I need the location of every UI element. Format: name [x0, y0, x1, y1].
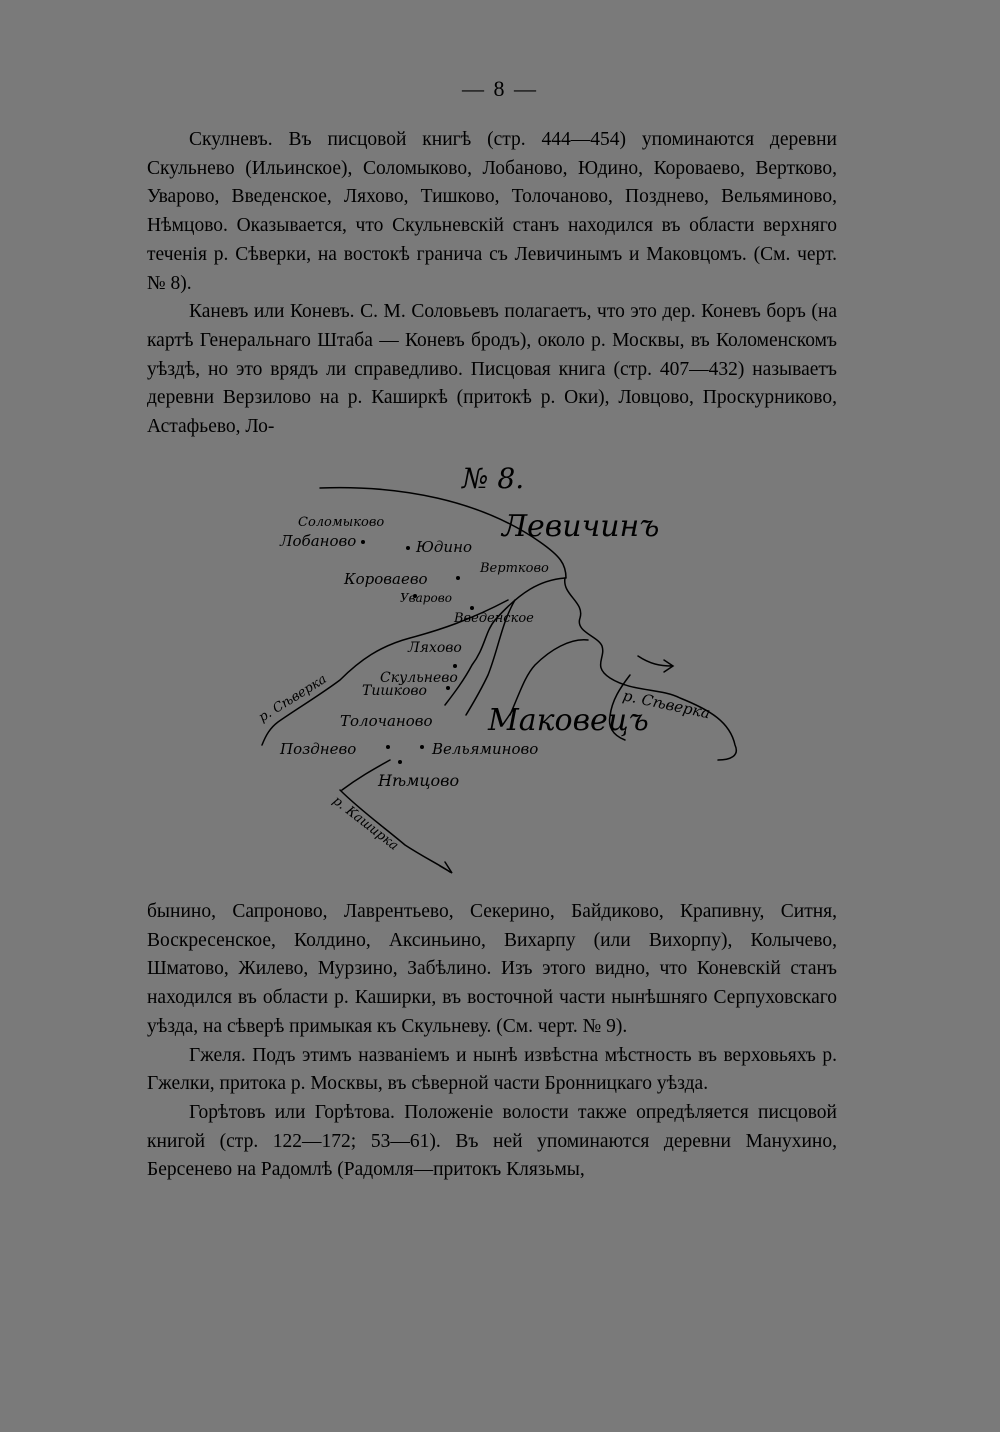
map-label-river-west: р. Сѣверка [256, 671, 330, 726]
map-label-yudino: Юдино [416, 538, 472, 556]
map-label-lyakhovo: Ляхово [408, 640, 462, 656]
map-label-lobanovo: Лобаново [280, 532, 357, 550]
text-block-top [147, 126, 837, 442]
paragraph-skulnev: Скулневъ. Въ писцовой книгѣ (стр. 444—454) упоминаются деревни Скульнево (Ильинское), Соломыково, Лобаново, Юдино, Короваево, Вертково, Уварово, Введенское, Ляхово, Тишково, Толочаново, Позднево, Вельяминово, Нѣмцово. Оказывается, что Скульневскій станъ находился въ области верхняго теченія р. Сѣверки, на востокѣ гранича съ Левичинымъ и Маковцомъ. (См. черт. № 8). [147, 129, 837, 294]
map-label-solomykovo: Соломыково [298, 515, 385, 530]
river-arrow-east [638, 656, 673, 672]
map-label-skulnevo: Скульнево [380, 670, 458, 686]
paragraph-gzhelya: Гжеля. Подъ этимъ названіемъ и нынѣ извѣстна мѣстность въ верховьяхъ р. Гжелки, притока р. Москвы, въ сѣверной части Бронницкаго уѣзда. [147, 1044, 837, 1095]
paragraph-goretov: Горѣтовъ или Горѣтова. Положеніе волости также опредѣляется писцовой книгой (стр. 122—172; 53—61). Въ ней упоминаются деревни Манухино, Берсенево на Радомлѣ (Радомля—притокъ Клязьмы, [147, 1101, 837, 1181]
map-label-korovaevo: Короваево [344, 570, 428, 588]
map-label-river-east: р. Сѣверка [621, 686, 712, 723]
map-label-uvarovo: Уварово [400, 591, 452, 605]
map-label-nemtsovo: Нѣмцово [378, 771, 460, 790]
map-label-pozdnevo: Позднево [280, 740, 357, 758]
hand-drawn-map [240, 460, 760, 880]
page-number: — 8 — [462, 76, 538, 101]
map-label-river-kashirka: р. Каширка [329, 793, 401, 854]
paragraph-kanev: Каневъ или Коневъ. С. М. Соловьевъ полагаетъ, что это дер. Коневъ боръ (на картѣ Генеральнаго Штаба — Коневъ бродъ), около р. Москвы, въ Коломенскомъ уѣздѣ, но это врядъ ли справедливо. Писцовая книга (стр. 407—432) называетъ деревни Верзилово на р. Каширкѣ (притокѣ р. Оки), Ловцово, Проскурниково, Астафьево, Ло- [147, 301, 837, 438]
river-kashirka [340, 790, 452, 873]
stream-1 [445, 578, 565, 705]
text-block-bottom [147, 898, 837, 1185]
map-region-levichin: Левичинъ [502, 509, 660, 544]
map-region-makovets: Маковецъ [488, 703, 649, 738]
map-label-vvedenskoe: Введенское [454, 611, 534, 626]
map-label-velyaminovo: Вельяминово [432, 740, 539, 758]
map-label-tolochanovo: Толочаново [340, 712, 433, 730]
map-label-vertkovo: Вертково [480, 561, 549, 576]
paragraph-kanev-continued: бынино, Сапроново, Лаврентьево, Секерино, Байдиково, Крапивну, Ситня, Воскресенское, Колдино, Аксиньино, Вихарпу (или Вихорпу), Колычево, Шматово, Жилево, Мурзино, Забѣлино. Изъ этого видно, что Коневскій станъ находился въ области р. Каширки, въ восточной части нынѣшняго Серпуховскаго уѣзда, на сѣверѣ примыкая къ Скульневу. (См. черт. № 9). [147, 901, 837, 1037]
map-title: № 8. [462, 462, 525, 495]
map-label-tishkovo: Тишково [362, 683, 427, 699]
